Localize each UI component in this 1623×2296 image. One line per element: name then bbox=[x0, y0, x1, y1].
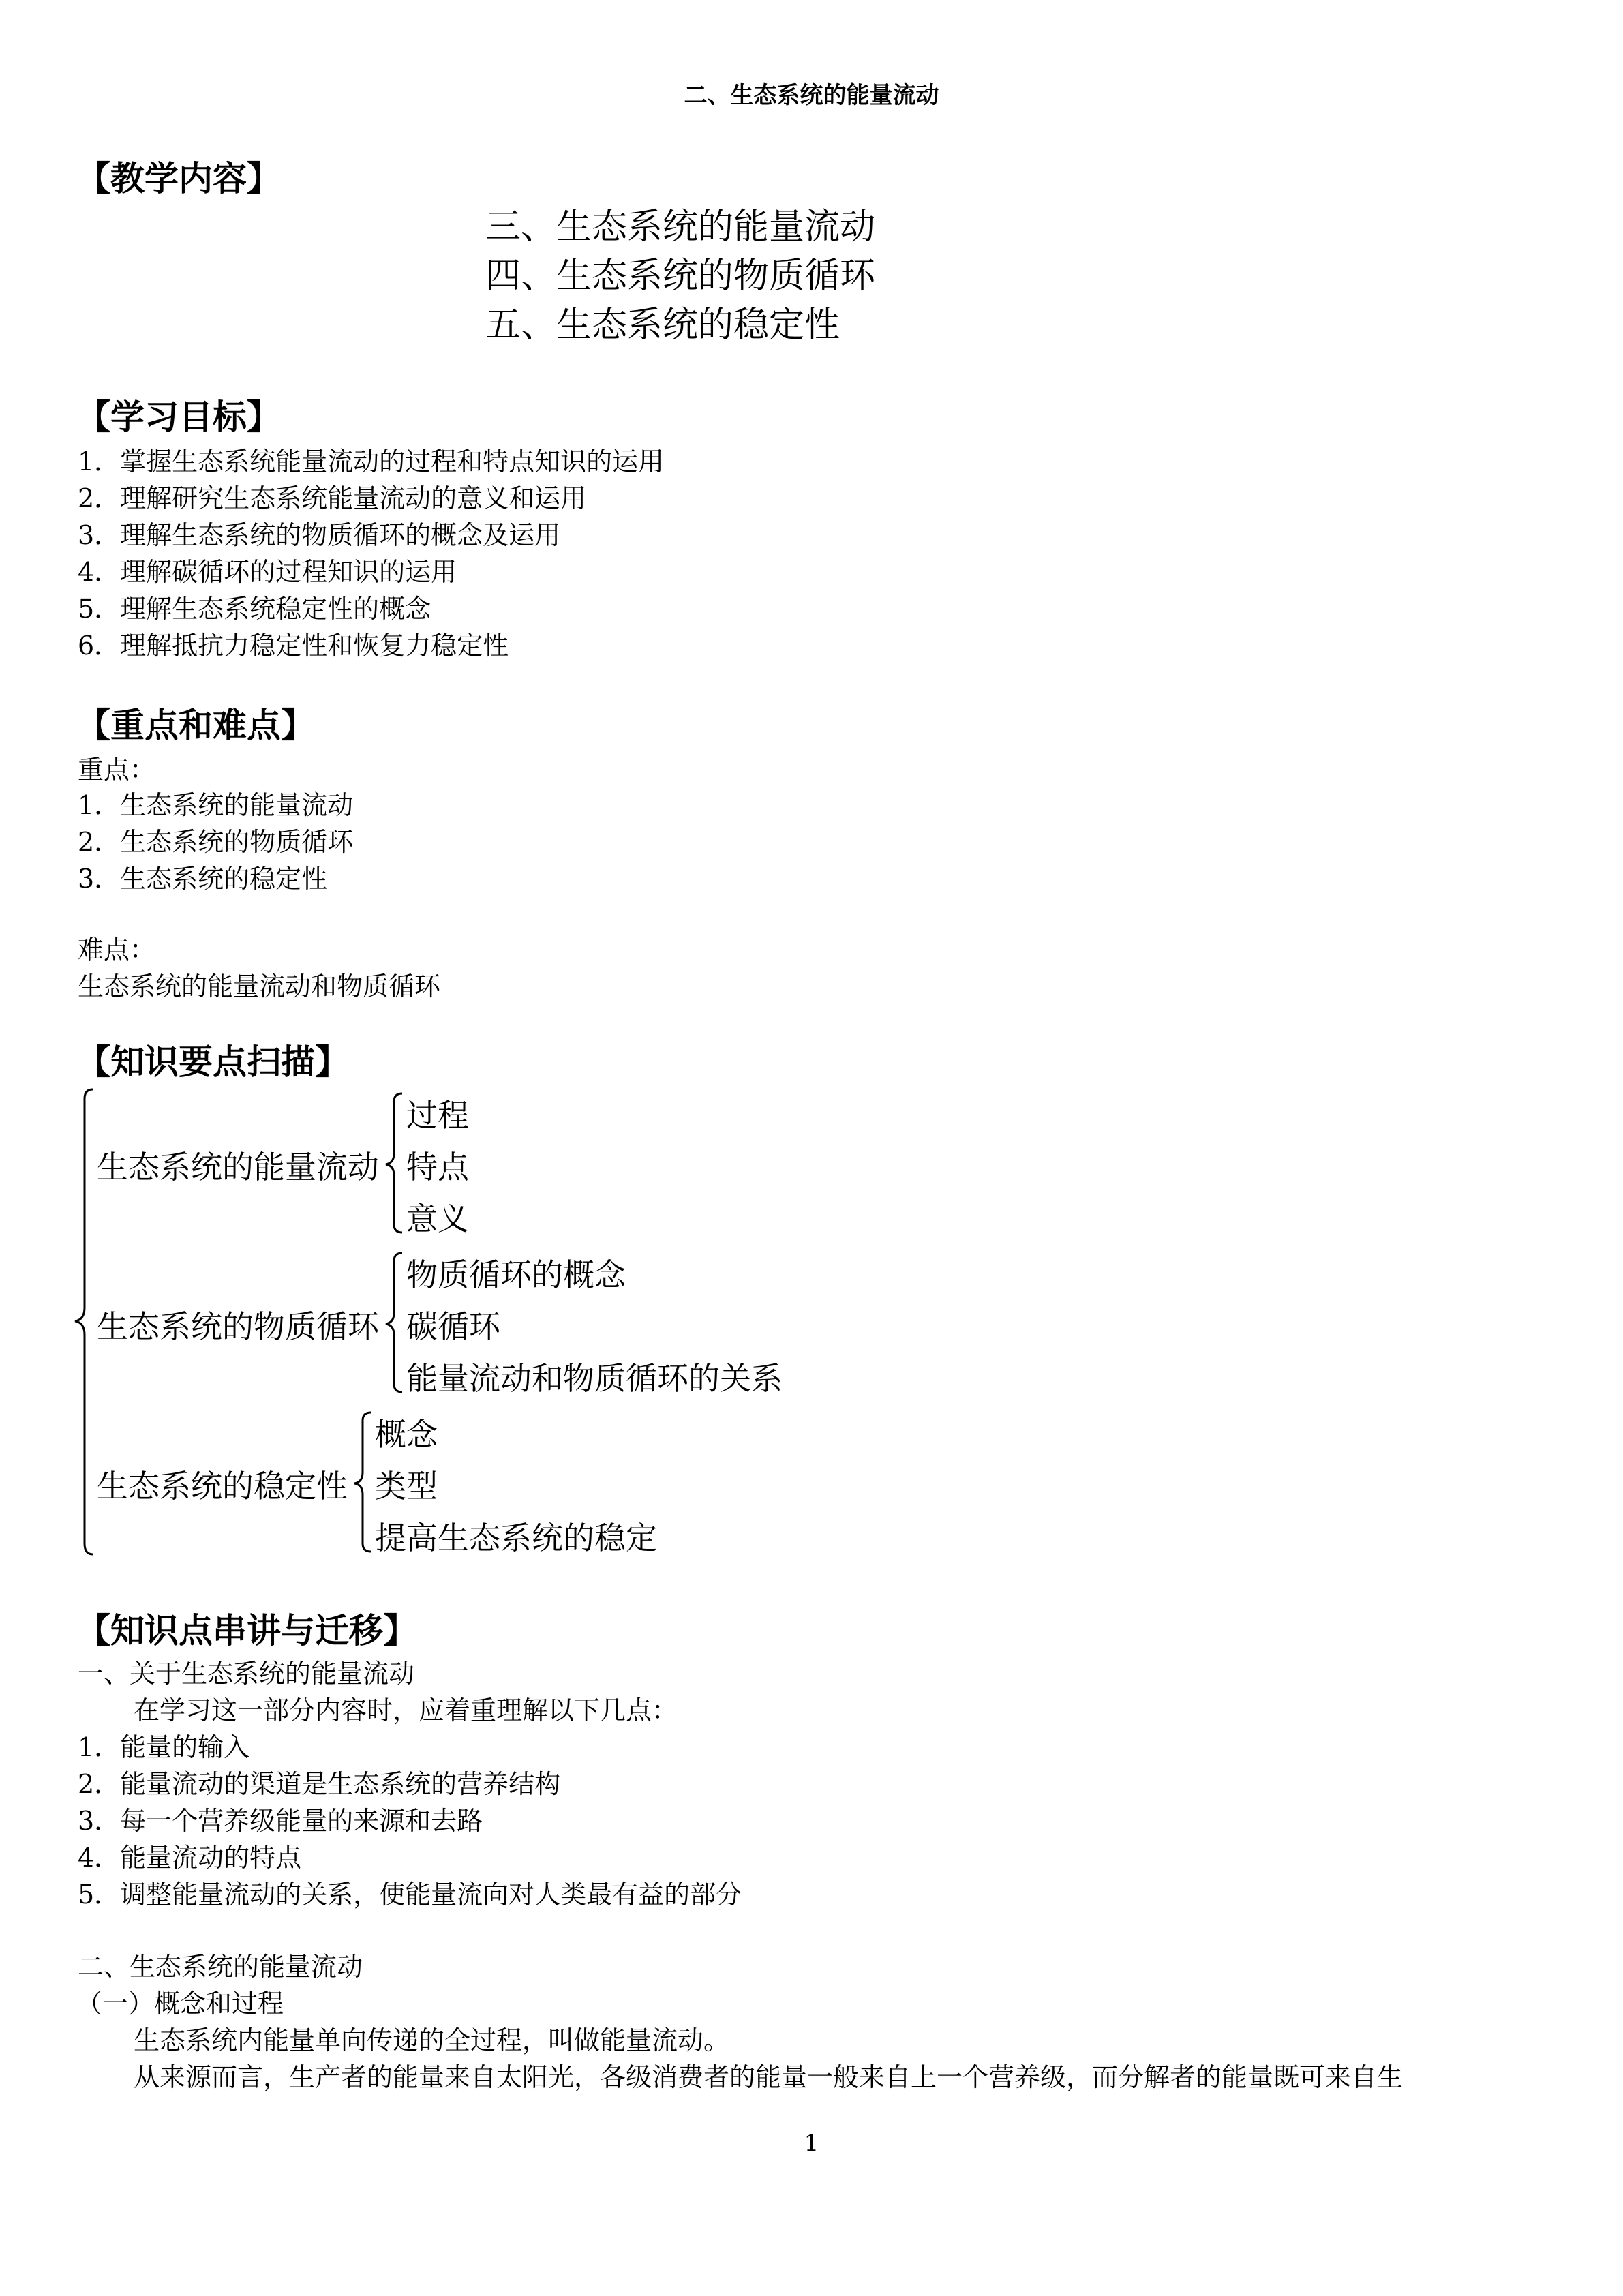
lecture-item: 5．调整能量流动的关系，使能量流向对人类最有益的部分 bbox=[78, 1879, 742, 1909]
key-item: 3．生态系统的稳定性 bbox=[78, 864, 328, 894]
teaching-item: 四、生态系统的物质循环 bbox=[485, 256, 876, 297]
objective-item: 4．理解碳循环的过程知识的运用 bbox=[78, 557, 457, 587]
scan-child: 物质循环的概念 bbox=[406, 1256, 626, 1293]
objective-item: 2．理解研究生态系统能量流动的意义和运用 bbox=[78, 483, 587, 513]
lecture-item: 1．能量的输入 bbox=[78, 1732, 250, 1762]
objective-item: 1．掌握生态系统能量流动的过程和特点知识的运用 bbox=[78, 447, 665, 477]
group-brace-1 bbox=[386, 1093, 402, 1233]
scan-child: 类型 bbox=[375, 1468, 438, 1505]
scan-child: 碳循环 bbox=[406, 1308, 500, 1345]
page-number: 1 bbox=[804, 2130, 819, 2157]
objective-item: 5．理解生态系统稳定性的概念 bbox=[78, 594, 431, 624]
heading-knowledge-scan: 【知识要点扫描】 bbox=[76, 1042, 349, 1082]
lecture-subsection: （一）概念和过程 bbox=[76, 1989, 284, 2019]
heading-lecture: 【知识点串讲与迁移】 bbox=[76, 1611, 417, 1650]
group-brace-2 bbox=[386, 1253, 402, 1392]
heading-teaching-content: 【教学内容】 bbox=[76, 159, 281, 198]
lecture-subheading: 一、关于生态系统的能量流动 bbox=[78, 1659, 415, 1689]
group-brace-3 bbox=[354, 1413, 371, 1552]
key-item: 2．生态系统的物质循环 bbox=[78, 827, 354, 857]
scan-group-label: 生态系统的物质循环 bbox=[97, 1308, 379, 1345]
lecture-item: 2．能量流动的渠道是生态系统的营养结构 bbox=[78, 1769, 561, 1799]
scan-child: 提高生态系统的稳定 bbox=[375, 1520, 657, 1556]
scan-child: 过程 bbox=[406, 1097, 469, 1134]
scan-group-label: 生态系统的能量流动 bbox=[97, 1149, 379, 1185]
difficult-text: 生态系统的能量流动和物质循环 bbox=[78, 971, 441, 1001]
heading-key-points: 【重点和难点】 bbox=[76, 706, 315, 745]
objective-item: 3．理解生态系统的物质循环的概念及运用 bbox=[78, 520, 561, 550]
outer-brace bbox=[75, 1089, 93, 1554]
scan-child: 概念 bbox=[375, 1416, 438, 1453]
lecture-paragraph: 生态系统内能量单向传递的全过程，叫做能量流动。 bbox=[134, 2025, 730, 2055]
teaching-item: 五、生态系统的稳定性 bbox=[485, 305, 840, 346]
lecture-subheading: 二、生态系统的能量流动 bbox=[78, 1952, 363, 1982]
heading-objectives: 【学习目标】 bbox=[76, 397, 281, 437]
scan-group-label: 生态系统的稳定性 bbox=[97, 1468, 348, 1505]
scan-child: 意义 bbox=[406, 1200, 469, 1237]
teaching-item: 三、生态系统的能量流动 bbox=[485, 207, 876, 247]
lecture-intro: 在学习这一部分内容时，应着重理解以下几点： bbox=[134, 1695, 678, 1725]
lecture-item: 3．每一个营养级能量的来源和去路 bbox=[78, 1806, 483, 1836]
scan-child: 能量流动和物质循环的关系 bbox=[406, 1360, 783, 1397]
key-item: 1．生态系统的能量流动 bbox=[78, 790, 354, 820]
scan-child: 特点 bbox=[406, 1149, 469, 1185]
lecture-item: 4．能量流动的特点 bbox=[78, 1843, 302, 1873]
key-label: 重点： bbox=[78, 755, 156, 785]
objective-item: 6．理解抵抗力稳定性和恢复力稳定性 bbox=[78, 631, 509, 661]
lecture-paragraph: 从来源而言，生产者的能量来自太阳光，各级消费者的能量一般来自上一个营养级，而分解者的能量既可来自生 bbox=[134, 2062, 1404, 2092]
page-header: 二、生态系统的能量流动 bbox=[684, 82, 939, 109]
difficult-label: 难点： bbox=[78, 935, 156, 965]
